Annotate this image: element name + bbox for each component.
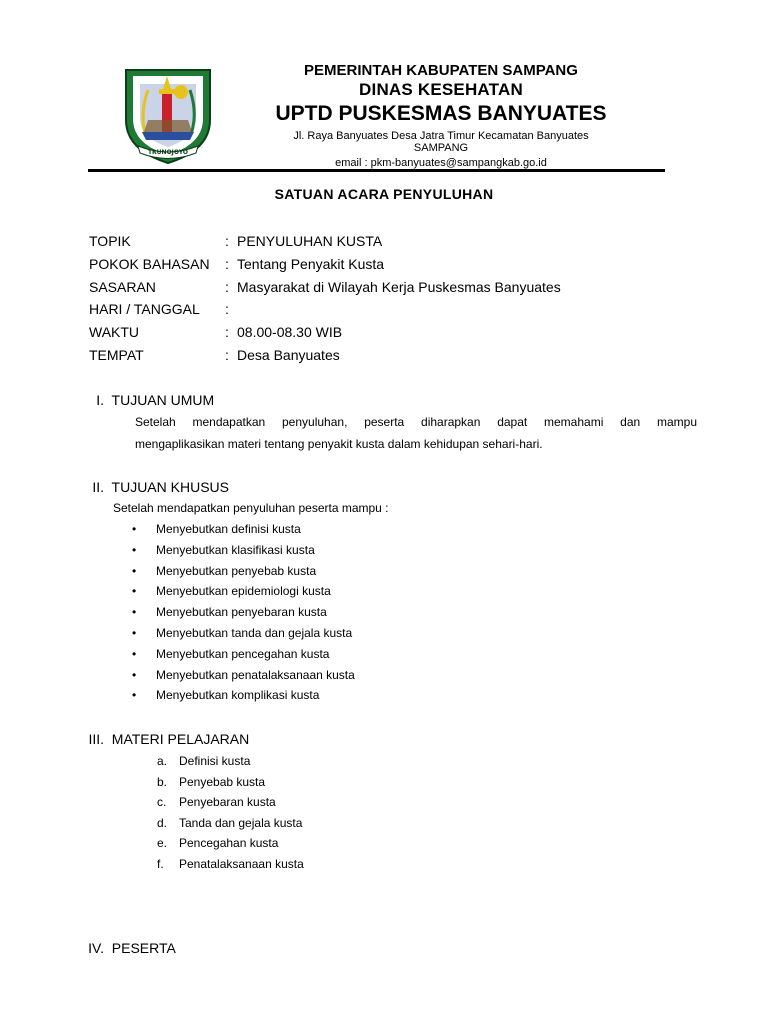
- info-value: 08.00-08.30 WIB: [237, 324, 343, 341]
- bullet-icon: •: [132, 584, 137, 599]
- list-marker: d.: [157, 815, 168, 830]
- section-heading-tujuan-umum: [89, 392, 214, 408]
- info-colon: :: [225, 255, 229, 272]
- list-item-text: Penyebaran kusta: [179, 795, 276, 810]
- letterhead-email: email : pkm-banyuates@sampangkab.go.id: [335, 157, 547, 169]
- info-value: PENYULUHAN KUSTA: [237, 233, 383, 249]
- section-heading-tujuan-khusus: [83, 479, 229, 495]
- letterhead: [240, 62, 642, 170]
- letterhead-office: DINAS KESEHATAN: [359, 80, 523, 99]
- bullet-icon: •: [132, 522, 137, 536]
- info-key: TEMPAT: [89, 346, 144, 363]
- section-number: I.: [96, 392, 104, 408]
- tujuan-umum-paragraph: [135, 411, 697, 455]
- list-marker: c.: [157, 795, 167, 810]
- info-value: Tentang Penyakit Kusta: [237, 255, 385, 272]
- section-number: IV.: [88, 940, 104, 956]
- list-item-text: Penatalaksanaan kusta: [179, 856, 304, 871]
- info-colon: :: [225, 233, 229, 249]
- bullet-icon: •: [132, 625, 137, 640]
- list-item-text: Menyebutkan penyebab kusta: [156, 563, 317, 578]
- bullet-icon: •: [132, 688, 137, 703]
- letterhead-government: PEMERINTAH KABUPATEN SAMPANG: [304, 62, 578, 79]
- bullet-icon: •: [132, 605, 137, 620]
- svg-text:TRUNOJOYO: TRUNOJOYO: [147, 149, 189, 156]
- list-item-text: Penyebab kusta: [179, 774, 266, 789]
- list-marker: e.: [157, 836, 168, 851]
- section-number: II.: [92, 479, 104, 495]
- info-key: TOPIK: [89, 233, 131, 249]
- info-colon: :: [225, 301, 229, 318]
- paragraph-line: Setelah mendapatkan penyuluhan, peserta diharapkan dapat memahami dan mampu: [135, 415, 697, 429]
- list-item-text: Pencegahan kusta: [179, 836, 279, 851]
- list-item-text: Menyebutkan epidemiologi kusta: [156, 584, 331, 599]
- bullet-icon: •: [132, 667, 137, 682]
- letterhead-institution: UPTD PUSKESMAS BANYUATES: [275, 102, 607, 125]
- list-item-text: Menyebutkan penatalaksanaan kusta: [156, 667, 355, 682]
- info-colon: :: [225, 324, 229, 341]
- info-key: POKOK BAHASAN: [89, 255, 210, 272]
- list-marker: a.: [157, 754, 168, 768]
- list-marker: b.: [157, 774, 168, 789]
- list-item-text: Definisi kusta: [179, 754, 251, 768]
- info-colon: :: [225, 278, 229, 295]
- list-item-text: Menyebutkan definisi kusta: [156, 522, 301, 536]
- info-value: Desa Banyuates: [237, 346, 340, 363]
- list-item-text: Tanda dan gejala kusta: [179, 815, 303, 830]
- info-colon: :: [225, 346, 229, 363]
- section-title: TUJUAN KHUSUS: [111, 479, 229, 495]
- list-item-text: Menyebutkan klasifikasi kusta: [156, 542, 315, 557]
- section-title: PESERTA: [111, 940, 176, 956]
- info-key: WAKTU: [89, 324, 140, 341]
- paragraph-line: mengaplikasikan materi tentang penyakit kusta dalam kehidupan sehari-hari.: [135, 437, 543, 451]
- bullet-icon: •: [132, 646, 137, 661]
- tujuan-khusus-intro: Setelah mendapatkan penyuluhan peserta mampu :: [113, 501, 389, 515]
- letterhead-divider: [88, 169, 665, 172]
- info-value: Masyarakat di Wilayah Kerja Puskesmas Banyuates: [237, 278, 561, 295]
- letterhead-address: Jl. Raya Banyuates Desa Jatra Timur Kecamatan Banyuates: [293, 130, 589, 142]
- bullet-icon: •: [132, 542, 137, 557]
- bullet-icon: •: [132, 563, 137, 578]
- list-item-text: Menyebutkan pencegahan kusta: [156, 646, 330, 661]
- section-title: TUJUAN UMUM: [111, 392, 215, 408]
- section-heading-materi-pelajaran: [80, 731, 249, 747]
- info-key: SASARAN: [89, 278, 156, 295]
- list-marker: f.: [157, 856, 164, 871]
- section-number: III.: [88, 731, 104, 747]
- section-heading-peserta: [80, 940, 176, 956]
- document-title: SATUAN ACARA PENYULUHAN: [274, 186, 494, 202]
- list-item-text: Menyebutkan komplikasi kusta: [156, 688, 320, 703]
- section-title: MATERI PELAJARAN: [111, 731, 250, 747]
- list-item-text: Menyebutkan penyebaran kusta: [156, 605, 327, 620]
- info-key: HARI / TANGGAL: [89, 301, 200, 318]
- list-item-text: Menyebutkan tanda dan gejala kusta: [156, 625, 353, 640]
- letterhead-address-city: SAMPANG: [413, 142, 469, 154]
- kabupaten-sampang-emblem-icon: [118, 62, 218, 166]
